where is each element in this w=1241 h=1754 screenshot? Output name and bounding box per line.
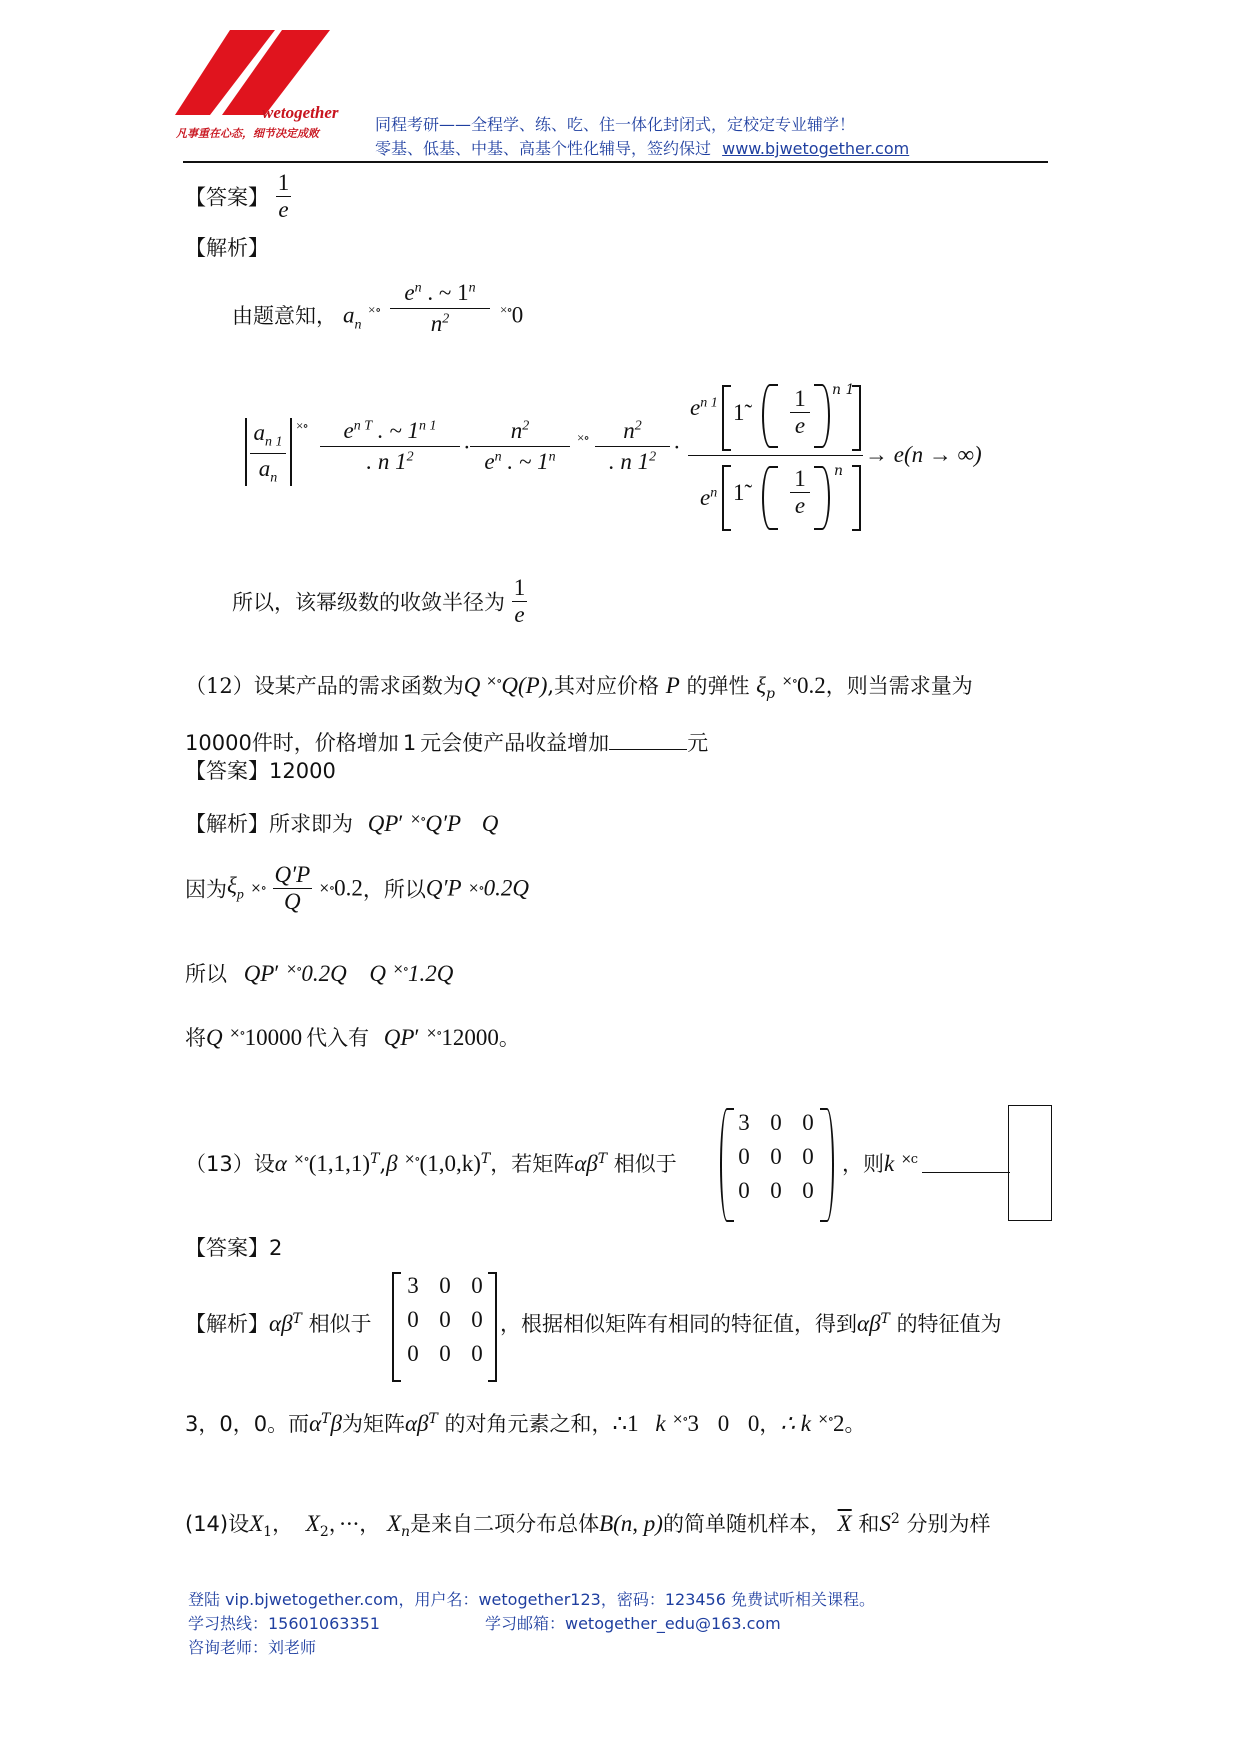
matrix-cell: 0 bbox=[802, 1110, 814, 1135]
q12-answer: 【答案】12000 bbox=[185, 759, 336, 783]
q11-big-num: $e^{n 1}$ bbox=[690, 395, 718, 420]
q11-eq2: ×∘ bbox=[577, 430, 589, 445]
q11-ratio-term1: ×∘ bbox=[296, 418, 308, 433]
matrix-cell: 3 bbox=[738, 1110, 750, 1135]
q11-bracket-tr bbox=[852, 385, 861, 451]
header-url-link[interactable]: www.bjwetogether.com bbox=[722, 139, 910, 158]
footer-hotline: 学习热线：15601063351 bbox=[188, 1614, 380, 1633]
q13-answer-box bbox=[1008, 1105, 1052, 1221]
matrix-cell: 0 bbox=[439, 1341, 451, 1366]
q11-bracket-tl bbox=[722, 385, 731, 451]
matrix-cell: 0 bbox=[471, 1341, 483, 1366]
q11-bracket-bl bbox=[722, 465, 731, 531]
q13-matrix-paren-right bbox=[820, 1108, 834, 1222]
matrix-cell: 0 bbox=[770, 1178, 782, 1203]
matrix-cell: 0 bbox=[738, 1178, 750, 1203]
q11-limit: → e(n → ∞) bbox=[865, 442, 982, 467]
q11-answer-fraction: $\frac{1}{e}$ bbox=[277, 170, 290, 222]
q11-conclusion-fraction: $\frac{1}{e}$ bbox=[513, 575, 526, 627]
matrix-cell: 3 bbox=[407, 1273, 419, 1298]
q14-stem: (14)设$X_1$， $X_2$，···， $X_n$是来自二项分布总体B(n, p)的简单随机样本， $\overline{X}$ 和$S^2$ 分别为样 bbox=[185, 1511, 991, 1541]
q11-conclusion: 所以，该幂级数的收敛半径为 $\frac{1}{e}$ bbox=[232, 575, 526, 627]
q13-stem-tail: ，则k $^{\times c}$ bbox=[842, 1151, 918, 1176]
q11-paren-tr bbox=[814, 384, 830, 448]
header-divider bbox=[183, 161, 1048, 163]
q11-big-num-1: 1̃ bbox=[733, 400, 745, 425]
q11-paren-tl bbox=[762, 384, 778, 448]
header-line2 bbox=[375, 136, 909, 159]
header-brand: wetogether bbox=[262, 103, 339, 122]
q12-line3: 所以 QP′ ×∘0.2Q Q ×∘1.2Q bbox=[185, 961, 454, 986]
q11-answer bbox=[185, 170, 291, 223]
header-slogan: 凡事重在心态，细节决定成败 bbox=[176, 127, 319, 140]
q11-big-num-frac: 1 e bbox=[790, 386, 810, 439]
q11-big-den-exp: n bbox=[834, 463, 844, 479]
matrix-cell: 0 bbox=[770, 1110, 782, 1135]
footer-email: 学习邮箱：wetogether_edu@163.com bbox=[485, 1614, 781, 1633]
q11-abs-left bbox=[245, 418, 247, 486]
q12-blank bbox=[609, 749, 687, 750]
q11-analysis-label: 【解析】 bbox=[185, 236, 269, 260]
q11-paren-bl bbox=[762, 466, 778, 530]
q11-big-den-frac: 1 e bbox=[790, 466, 810, 519]
q13-analysis: 【解析】$\alpha\beta^T$ 相似于 bbox=[185, 1311, 372, 1336]
q12-elasticity-fraction: $\frac{Q'P}{Q}$ bbox=[274, 862, 311, 914]
q11-dot2: · bbox=[673, 435, 681, 460]
q11-abs-right bbox=[290, 418, 292, 486]
q11-bracket-br bbox=[852, 465, 861, 531]
q12-line4: 将Q ×∘10000 代入有 QP′ ×∘12000。 bbox=[185, 1025, 520, 1050]
q13-answer: 【答案】2 bbox=[185, 1236, 283, 1260]
q12-stem-line1: （12）设某产品的需求函数为Q ×∘Q(P),其对应价格 P 的弹性 $\xi_p$ ×∘0.2，则当需求量为 bbox=[185, 673, 973, 703]
q13-line2: 3，0，0。而$\alpha^T\beta$为矩阵$\alpha\beta^T$ 的对角元素之和，∴1 k ×∘3 0 0，∴ k ×∘2。 bbox=[185, 1411, 866, 1436]
q11-step1-lhs: $a_n$ ×∘ bbox=[343, 302, 381, 333]
matrix-cell: 0 bbox=[407, 1307, 419, 1332]
q13-analysis-bracket-right bbox=[488, 1272, 497, 1382]
q11-ratio-frac: $a_{n 1}$ $a_n$ bbox=[250, 420, 286, 486]
matrix-cell: 0 bbox=[471, 1273, 483, 1298]
matrix-cell: 0 bbox=[770, 1144, 782, 1169]
q11-step1: 由题意知， bbox=[232, 304, 337, 328]
q11-answer-label: 【答案】 bbox=[185, 185, 269, 210]
q11-step1-rhs: ×∘0 bbox=[500, 302, 524, 328]
matrix-cell: 0 bbox=[802, 1178, 814, 1203]
q11-big-den: $e^n$ bbox=[700, 485, 718, 510]
q12-stem-line2: 10000件时，价格增加 1 元会使产品收益增加 元 bbox=[185, 731, 709, 755]
matrix-cell: 0 bbox=[471, 1307, 483, 1332]
q11-ratio-frac2: $e^{n T}$ . ~ $1^{n 1}$ . n $1^2$ bbox=[320, 418, 460, 475]
footer-line1: 登陆 vip.bjwetogether.com，用户名：wetogether123，密码：123456 免费试听相关课程。 bbox=[188, 1590, 875, 1609]
matrix-cell: 0 bbox=[439, 1273, 451, 1298]
footer-teacher: 咨询老师：刘老师 bbox=[188, 1638, 317, 1657]
q12-because: 因为$\xi_p$ ×∘ $\frac{Q'P}{Q}$ ×∘0.2，所以Q′P ×∘0.2Q bbox=[185, 862, 529, 914]
q11-step1-frac: $e^n$ . ~ 1$^n$ $n^2$ bbox=[390, 280, 490, 337]
q11-big-num-exp: n 1 bbox=[832, 382, 855, 398]
q11-paren-br bbox=[814, 466, 830, 530]
q12-analysis: 【解析】所求即为 QP′ ×∘Q′P Q bbox=[185, 811, 499, 836]
q13-matrix bbox=[728, 1110, 824, 1212]
q13-blank bbox=[922, 1172, 1010, 1173]
q13-analysis-tail: ，根据相似矩阵有相同的特征值，得到$\alpha\beta^T$ 的特征值为 bbox=[500, 1311, 1002, 1336]
matrix-cell: 0 bbox=[738, 1144, 750, 1169]
q11-big-den-1: 1̃ bbox=[733, 480, 745, 505]
matrix-cell: 0 bbox=[407, 1341, 419, 1366]
q11-ratio-frac3: $n^2$ $e^n$ . ~ 1$^n$ bbox=[470, 418, 570, 475]
header-line1: 同程考研——全程学、练、吃、住一体化封闭式，定校定专业辅学！ bbox=[375, 115, 856, 134]
header-line2-text: 零基、低基、中基、高基个性化辅导，签约保过 bbox=[375, 139, 712, 158]
matrix-cell: 0 bbox=[802, 1144, 814, 1169]
q13-analysis-matrix bbox=[397, 1273, 493, 1375]
q11-big-frac-line bbox=[688, 455, 863, 456]
matrix-cell: 0 bbox=[439, 1307, 451, 1332]
q11-ratio-frac4: $n^2$ . n $1^2$ bbox=[595, 418, 670, 475]
q11-dot1: · bbox=[463, 435, 471, 460]
q13-stem: （13）设α $^{\times\circ}(1,1,1)^T,\beta$ $^{\times\circ}(1,0,k)^T$，若矩阵$\alpha\beta^T$ 相似于 bbox=[185, 1151, 677, 1176]
